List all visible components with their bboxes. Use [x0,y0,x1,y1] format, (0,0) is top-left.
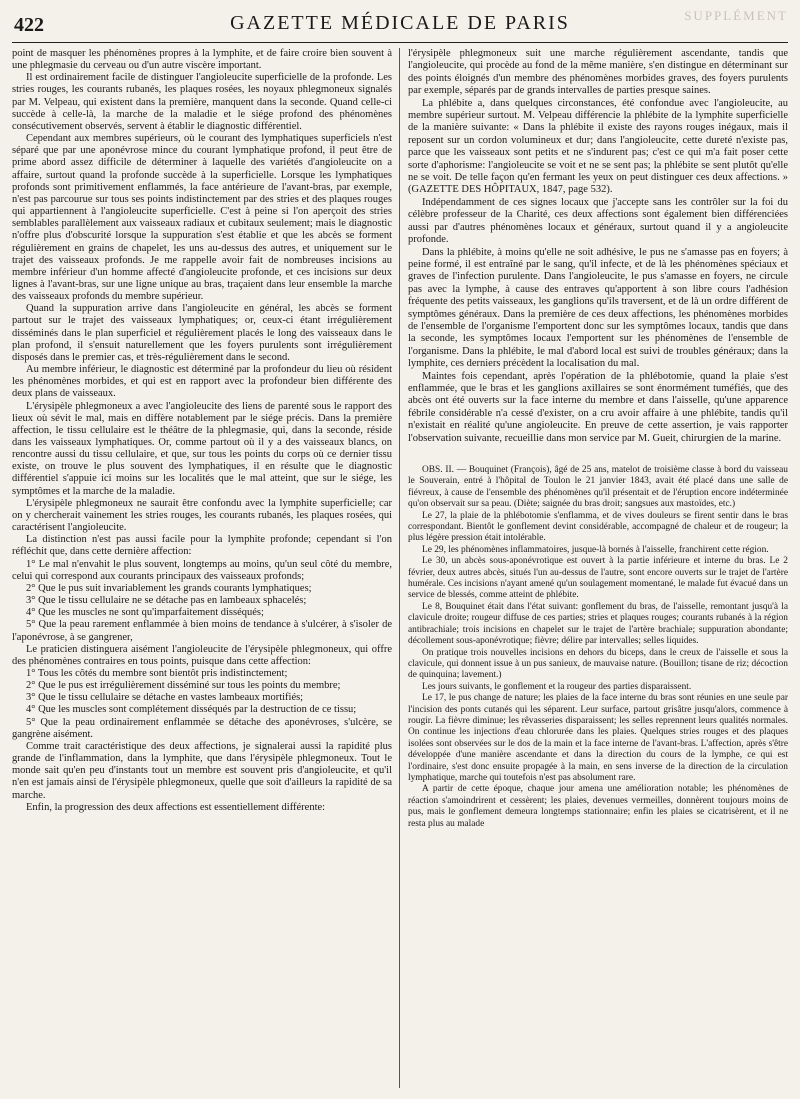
paragraph: La distinction n'est pas aussi facile pour la lymphite profonde; cependant si l'on réfléchit que, dans cette dernière affection: [12,534,392,558]
paragraph: Indépendamment de ces signes locaux que j'accepte sans les contrôler sur la foi du célèbre professeur de la Charité, ces deux affections sont également bien différenciées aussi par d'autres phénomènes locaux et généraux, surtout quand il y a angioleucite profonde. [408,196,788,246]
paragraph: A partir de cette époque, chaque jour amena une amélioration notable; les phénomènes de réaction s'amoindrirent et cessèrent; les plaies, devenues vermeilles, donnèrent toujours moins de pus, mais le gonflement demeura longtemps stationnaire; enfin les plaies se cicatrisèrent, et il ne resta plus au malade [408,784,788,829]
paragraph: 1° Tous les côtés du membre sont bientôt pris indistinctement; [26,667,288,679]
paragraph: OBS. II. — Bouquinet (François), âgé de 25 ans, matelot de troisième classe à bord du vaisseau le Souverain, entré à l'hôpital de Toulon le 21 janvier 1843, avait été placé dans une salle de fiévreux, à cause de l'ensemble des phénomènes qu'il présentait et de l'éruption encore indéterminée qu'on observait sur sa peau. (Diète; saignée du bras droit; sangsues aux mastoïdes, etc.) [408,465,788,510]
paragraph: Quand la suppuration arrive dans l'angioleucite en général, les abcès se forment partout sur le trajet des vaisseaux lymphatiques; or, ceux-ci étant irrégulièrement disséminés dans le plan superficiel et régulièrement placés le long des vaisseaux dans le plan profond, il s'ensuit naturellement que les foyers purulents sont irrégulièrement disposés dans le premier cas, et très-régulièrement dans le second. [12,303,392,363]
paragraph: La phlébite a, dans quelques circonstances, été confondue avec l'angioleucite, au membre supérieur surtout. M. Velpeau différencie la phlébite de la lymphite superficielle de la manière suivante: « Dans la phlébite il existe des rayons rouges inégaux, mais il reposent sur un cordon volumineux et dur; dans l'angioleucite, cette dureté n'existe pas, parce que les vaisseaux sont petits et ne s'indurent pas; c'est ce qui m'a fait poser cette sorte d'aphorisme: l'angioleucite se voit et ne se sent pas; la phlébite se sent plutôt qu'elle ne se voit. De telle façon qu'en fermant les yeux on peut distinguer ces deux affections. » (GAZETTE DES HÔPITAUX, 1847, page 532). [408,97,788,196]
paragraph: On pratique trois nouvelles incisions en dehors du biceps, dans le creux de l'aisselle et sous la clavicule, qui donnent issue à un pus sanieux, de mauvaise nature. (Bouillon; tisane de riz; décoction de quinquina; lavement.) [408,647,788,681]
paragraph: Cependant aux membres supérieurs, où le courant des lymphatiques superficiels n'est séparé que par une aponévrose mince du courant lymphatique profond, il peut être de prime abord assez difficile de déterminer à laquelle des variétés d'angioleucite on a affaire, surtout quand la profonde succède à la superficielle. Lorsque les lymphatiques profonds sont primitivement enflammés, la face antérieure de l'avant-bras, par exemple, n'est pas parcourue sur tous ses points indistinctement par des stries et des plaques rouges qui appartiennent à l'angioleucite superficielle. C'est à peine si l'on aperçoit des stries semblables parallèlement aux vaisseaux radiaux et cubitaux seulement; mais le diagnostic n'offre plus d'obscurité lorsque la suppuration s'est établie et que les abcès se forment régulièrement en grains de chapelet, les uns au-dessus des autres, et uniquement sur le trajet des vaisseaux profonds. Je me rappelle avoir fait de nombreuses incisions au membre inférieur d'un homme affecté d'angioleucite profonde, et ces incisions sur deux lignes à l'avant-bras, sur une ligne unique au bras, traçaient dans leur ensemble la marche des vaisseaux profonds du membre supérieur. [12,133,392,303]
observation-case [408,465,788,830]
paragraph: Il est ordinairement facile de distinguer l'angioleucite superficielle de la profonde. Les stries rouges, les courants rubanés, les plaques rosées, les noyaux phlegmoneux signalés par M. Velpeau, qui existent dans la première, manquent dans la seconde. Quand celle-ci succède à celle-là, la marche de la maladie et le siége profond des phénomènes consécutivement observés, servent à établir le diagnostic différentiel. [12,72,392,132]
running-title: GAZETTE MÉDICALE DE PARIS [230,12,570,34]
paragraph: Le 29, les phénomènes inflammatoires, jusque-là bornés à l'aisselle, franchirent cette région. [422,544,769,555]
paragraph: 3° Que le tissu cellulaire ne se détache pas en lambeaux sphacelés; [26,595,307,607]
paragraph: Le 27, la plaie de la phlébotomie s'enflamma, et de vives douleurs se firent sentir dans le bras correspondant. Bientôt le gonflement devint considérable, accompagné de chaleur et de rougeur; la plus légère pression était intolérable. [408,510,788,544]
right-column-body [408,48,788,445]
paragraph: 1° Le mal n'envahit le plus souvent, longtemps au moins, qu'un seul côté du membre, celui qui correspond aux courants principaux des vaisseaux profonds; [12,558,392,582]
page-header [12,6,788,43]
paragraph: Maintes fois cependant, après l'opération de la phlébotomie, quand la plaie s'est enflammée, que le bras et les ganglions axillaires se sont énormément tuméfiés, que des abcès ont été ouverts sur la face interne du membre et dans l'aisselle, qu'une apparence fébrile considérable n'a cessé d'exister, on a cru avoir affaire à une phlébite, tandis qu'il n'existait en réalité qu'une angioleucite. En preuve de cette assertion, je vais rapporter l'observation suivante, recueillie dans mon service par M. Gueit, chirurgien de la marine. [408,370,788,444]
paragraph: Au membre inférieur, le diagnostic est déterminé par la profondeur du lieu où résident les phénomènes morbides, et qui est en rapport avec la profondeur bien différente des deux plans de vaisseaux. [12,364,392,400]
paragraph: 5° Que la peau rarement enflammée à bien moins de tendance à s'ulcérer, à s'isoler de l'aponévrose, à se gangrener, [12,619,392,643]
right-column [408,48,788,830]
paragraph: Enfin, la progression des deux affections est essentiellement différente: [26,801,326,813]
paragraph: 5° Que la peau ordinairement enflammée se détache des aponévroses, s'ulcère, se gangrène aisément. [12,716,392,740]
paragraph: 2° Que le pus suit invariablement les grands courants lymphatiques; [26,582,312,594]
paragraph: 3° Que le tissu cellulaire se détache en vastes lambeaux mortifiés; [26,692,304,704]
bleed-through-text: SUPPLÉMENT [684,8,788,23]
paragraph: Le praticien distinguera aisément l'angioleucite de l'érysipèle phlegmoneux, qui offre des phénomènes contraires en tous points, puisque dans cette affection: [12,643,392,667]
paragraph: Les jours suivants, le gonflement et la rougeur des parties disparaissent. [422,681,692,692]
paragraph: point de masquer les phénomènes propres à la lymphite, et de faire croire bien souvent à une phlegmasie du cerveau ou d'un autre viscère important. [12,48,392,72]
paragraph: L'érysipèle phlegmoneux a avec l'angioleucite des liens de parenté sous le rapport des lieux où sévit le mal, mais en diffère notablement par le siége précis. Dans la première affection, le tissu cellulaire est le théâtre de la phlegmasie, qui, dans la seconde, réside dans les vaisseaux lymphatiques. Or, comme partout où il y a des vaisseaux blancs, on rencontre aussi du tissu cellulaire, et que, sur tous les points du corps où ce dernier tissu existe, on trouve le plus souvent des lymphatiques, il en résulte que le diagnostic différentiel s'appuie ici moins sur les localités que le mal atteint, que sur le siége, les symptômes et la marche de la maladie. [12,400,392,497]
paragraph: 4° Que les muscles ne sont qu'imparfaitement disséqués; [26,607,264,619]
paragraph: Le 17, le pus change de nature; les plaies de la face interne du bras sont réunies en une seule par l'incision des ponts cutanés qui les séparent. Leur surface, partout grisâtre jusqu'alors, commence à rougir. La fièvre diminue; les rêvasseries disparaissent; les selles reprennent leurs qualités normales. On continue les injections d'eau chlorurée dans les plaies. Quelques stries rouges et des plaques isolées sont observées sur le dos de la main et la face interne de l'avant-bras. L'affection, après s'être développée d'une manière ascendante et dans la direction du cours de la lymphe, ce qui est l'ordinaire, s'est donc ensuite propagée à la main, en sens inverse de la direction de la circulation lymphatique, marche qui toutefois n'est pas absolument rare. [408,693,788,783]
paragraph: 2° Que le pus est irrégulièrement disséminé sur tous les points du membre; [26,680,341,692]
paragraph: Dans la phlébite, à moins qu'elle ne soit adhésive, le pus ne s'amasse pas en foyers; à peine formé, il est entraîné par le sang, qu'il infecte, et de là les phénomènes spéciaux et graves de l'infection purulente. Dans l'angioleucite, le pus s'amasse en foyers, ne circule pas avec la lymphe, à cause des entraves qu'apportent à son libre cours l'adhésion fréquente des petits vaisseaux, les ganglions qu'ils traversent, et de là un ordre différent de symptômes généraux. Dans la première de ces deux affections, les phénomènes morbides de l'ensemble de l'organisme l'emportent donc sur les symptômes locaux, tandis que dans la seconde, les symptômes locaux l'emportent sur les phénomènes de l'ensemble de l'organisme. Dans la phlébite, le mal d'abord local est suivi de troubles généraux; dans la lymphite, ces derniers précèdent la localisation du mal. [408,246,788,370]
paragraph: Comme trait caractéristique des deux affections, je signalerai aussi la rapidité plus grande de l'inflammation, dans la lymphite, que dans l'érysipèle phlegmoneux. Tout le monde sait qu'en peu d'instants tout un membre est souvent pris d'angioleucite, et qu'il n'en est jamais ainsi de l'érysipèle phlegmoneux, quelle que soit d'ailleurs la rapidité de sa marche. [12,740,392,801]
paragraph: 4° Que les muscles sont complétement disséqués par la destruction de ce tissu; [26,704,357,716]
paragraph: Le 30, un abcès sous-aponévrotique est ouvert à la partie inférieure et interne du bras. Le 2 février, deux autres abcès, situés l'un au-dessus de l'autre, sont encore ouverts sur le trajet de l'artère humérale. Ces incisions n'ayant amené qu'un soulagement momentané, le malade fut évacué dans un service de blessés, comme atteint de phlébite. [408,556,788,601]
paragraph: Le 8, Bouquinet était dans l'état suivant: gonflement du bras, de l'aisselle, remontant jusqu'à la clavicule droite; rougeur diffuse de ces parties; stries et plaques rouges; courants rubanés à la région antibrachiale; trois incisions en chapelet sur le trajet de l'artère brachiale; suppuration abondante; décollement sous-aponévrotique; fièvre; délire par intervalles; selles liquides. [408,601,788,647]
paragraph: L'érysipèle phlegmoneux ne saurait être confondu avec la lymphite superficielle; car on y chercherait vainement les stries rouges, les courants rubanés, les plaques rosées, qui caractérisent l'angioleucite. [12,497,392,534]
text-columns [12,48,788,1094]
newspaper-page [12,6,788,1094]
page-number: 422 [14,14,44,36]
left-column [12,48,392,814]
paragraph: l'érysipèle phlegmoneux suit une marche régulièrement ascendante, tandis que l'angioleucite, qui procède au fond de la même manière, s'en distingue en déterminant sur des points éloignés d'un membre des phénomènes morbides graves, des foyers purulents par exemple, séparés par de grands intervalles de parties presque saines. [408,48,788,97]
column-divider [399,48,400,1088]
